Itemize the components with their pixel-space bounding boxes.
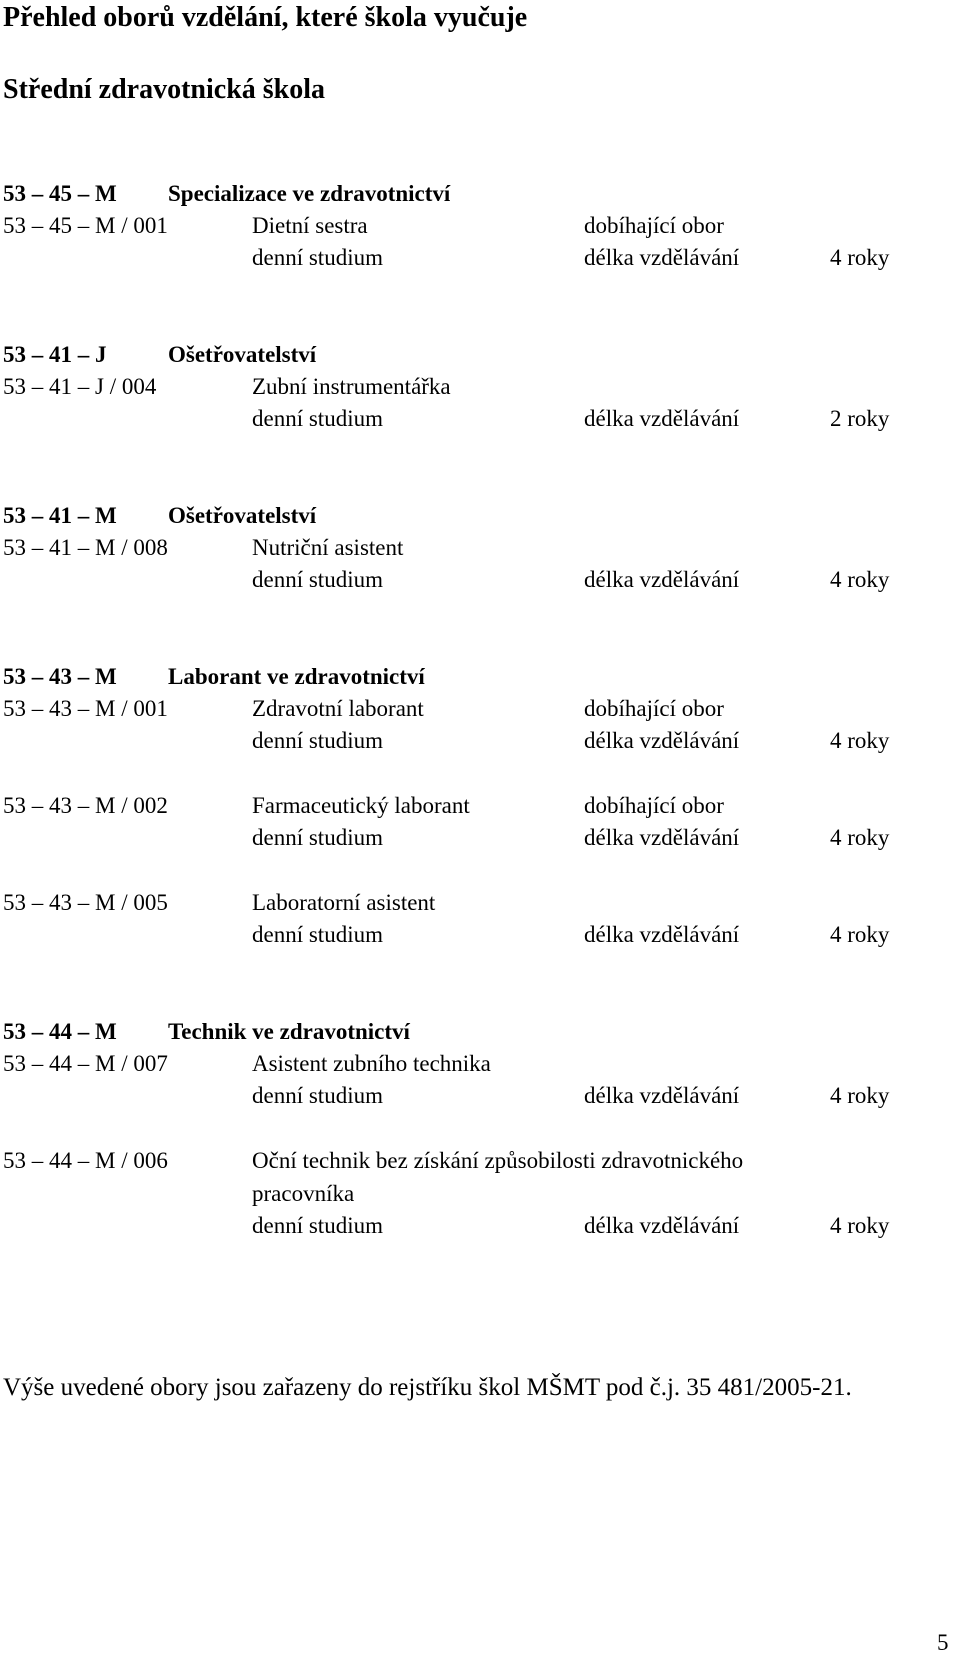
program-code: 53 – 43 – M / 005 — [3, 890, 168, 915]
program-length: 4 roky — [830, 1083, 890, 1108]
program-length: 4 roky — [830, 245, 890, 270]
program-length: 4 roky — [830, 922, 890, 947]
program-name: Zubní instrumentářka — [252, 374, 451, 399]
program-name: Farmaceutický laborant — [252, 793, 470, 818]
group-name: Laborant ve zdravotnictví — [168, 664, 425, 689]
program-length-label: délka vzdělávání — [584, 728, 740, 753]
program-length-label: délka vzdělávání — [584, 1213, 740, 1238]
school-name: Střední zdravotnická škola — [3, 74, 326, 105]
program-code: 53 – 41 – J / 004 — [3, 374, 157, 399]
program-name-continued: pracovníka — [252, 1181, 355, 1206]
group-code: 53 – 41 – M — [3, 503, 117, 528]
program-mode: denní studium — [252, 922, 383, 947]
registry-note: Výše uvedené obory jsou zařazeny do rejstříku škol MŠMT pod č.j. 35 481/2005-21. — [3, 1374, 852, 1401]
program-code: 53 – 43 – M / 002 — [3, 793, 168, 818]
program-name: Asistent zubního technika — [252, 1051, 491, 1076]
program-mode: denní studium — [252, 728, 383, 753]
program-length-label: délka vzdělávání — [584, 1083, 740, 1108]
group-name: Ošetřovatelství — [168, 503, 317, 528]
program-name: Dietní sestra — [252, 213, 368, 238]
program-name: Zdravotní laborant — [252, 696, 424, 721]
program-code: 53 – 41 – M / 008 — [3, 535, 168, 560]
program-length: 4 roky — [830, 728, 890, 753]
program-code: 53 – 44 – M / 007 — [3, 1051, 168, 1076]
page-number: 5 — [937, 1630, 949, 1655]
group-name: Technik ve zdravotnictví — [168, 1019, 410, 1044]
program-mode: denní studium — [252, 245, 383, 270]
program-length-label: délka vzdělávání — [584, 922, 740, 947]
program-mode: denní studium — [252, 1213, 383, 1238]
group-name: Specializace ve zdravotnictví — [168, 181, 451, 206]
program-length: 2 roky — [830, 406, 890, 431]
group-name: Ošetřovatelství — [168, 342, 317, 367]
program-status: dobíhající obor — [584, 793, 724, 818]
program-length: 4 roky — [830, 567, 890, 592]
program-mode: denní studium — [252, 567, 383, 592]
program-name: Laboratorní asistent — [252, 890, 436, 915]
program-code: 53 – 43 – M / 001 — [3, 696, 168, 721]
program-length: 4 roky — [830, 825, 890, 850]
program-status: dobíhající obor — [584, 696, 724, 721]
program-length-label: délka vzdělávání — [584, 406, 740, 431]
page-title: Přehled oborů vzdělání, které škola vyučuje — [3, 2, 528, 33]
group-code: 53 – 43 – M — [3, 664, 117, 689]
program-mode: denní studium — [252, 406, 383, 431]
program-mode: denní studium — [252, 1083, 383, 1108]
program-mode: denní studium — [252, 825, 383, 850]
program-code: 53 – 45 – M / 001 — [3, 213, 168, 238]
group-code: 53 – 45 – M — [3, 181, 117, 206]
program-length-label: délka vzdělávání — [584, 245, 740, 270]
program-status: dobíhající obor — [584, 213, 724, 238]
group-code: 53 – 44 – M — [3, 1019, 117, 1044]
group-code: 53 – 41 – J — [3, 342, 107, 367]
program-name: Nutriční asistent — [252, 535, 404, 560]
program-name: Oční technik bez získání způsobilosti zdravotnického — [252, 1148, 744, 1173]
program-code: 53 – 44 – M / 006 — [3, 1148, 168, 1173]
program-length: 4 roky — [830, 1213, 890, 1238]
program-length-label: délka vzdělávání — [584, 825, 740, 850]
program-length-label: délka vzdělávání — [584, 567, 740, 592]
